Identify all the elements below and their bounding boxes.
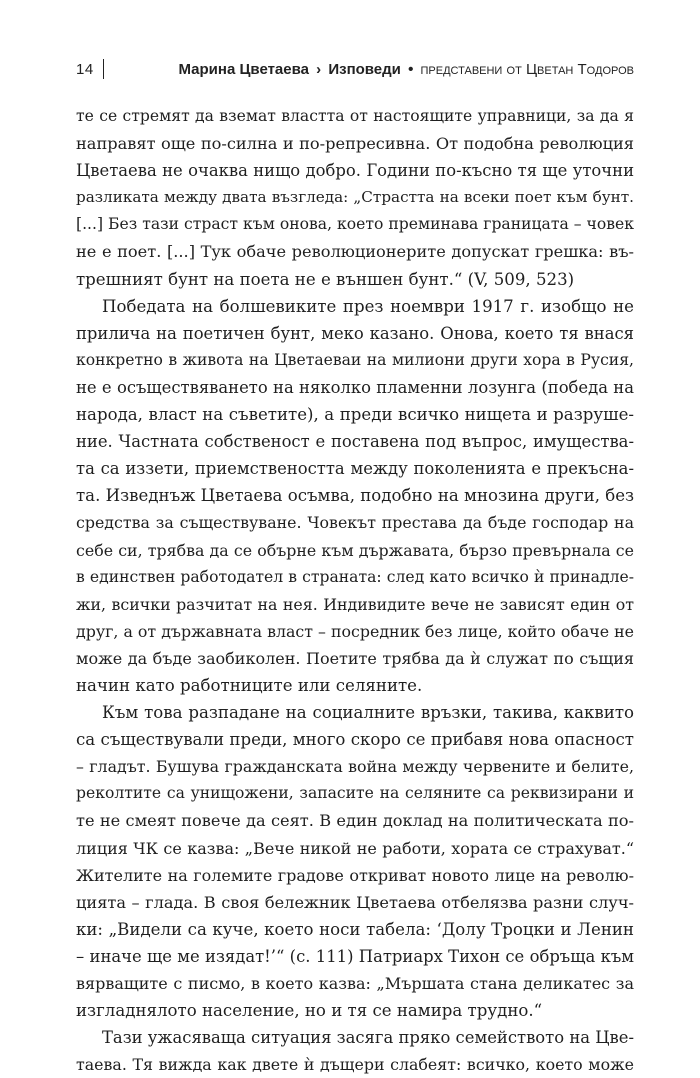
text-line: те не смеят повече да сеят. В един доклад на политическата по- bbox=[76, 811, 634, 831]
text-line: себе си, трябва да се обърне към държавата, бързо превърнала се bbox=[76, 540, 634, 560]
header-credit: представени от Цветан Тодоров bbox=[420, 60, 634, 78]
header-author: Марина Цветаева bbox=[178, 60, 309, 78]
text-line: не е поет. [...] Тук обаче революционерите допускат грешка: въ- bbox=[76, 242, 634, 262]
text-line: те се стремят да вземат властта от настоящите управници, за да я bbox=[76, 107, 634, 125]
header-arrow-separator: › bbox=[316, 60, 322, 78]
text-line: Тази ужасяваща ситуация засяга пряко семейството на Цве- bbox=[102, 1028, 634, 1048]
text-line: ки: „Видели са куче, което носи табела: ‘Долу Троцки и Ленин bbox=[76, 919, 634, 939]
page-number: 14 bbox=[76, 60, 94, 78]
text-line: та са иззети, приемствеността между поколенията е прекъсна- bbox=[76, 459, 634, 479]
text-line: прилича на поетичен бунт, меко казано. Онова, което тя внася bbox=[76, 323, 634, 343]
text-line: в единствен работодател в страната: след като всичко ѝ принадле- bbox=[76, 567, 634, 586]
header-bullet-separator: • bbox=[408, 60, 414, 78]
text-line: таева. Тя вижда как двете ѝ дъщери слабеят: всичко, което може bbox=[76, 1055, 634, 1075]
text-line: Цветаева не очаква нищо добро. Години по-късно тя ще уточни bbox=[76, 161, 634, 181]
page-number-block bbox=[76, 59, 104, 79]
text-line: Победата на болшевиките през ноември 1917 г. изобщо не bbox=[102, 296, 634, 316]
text-line: Жителите на големите градове откриват новото лице на револю- bbox=[76, 865, 634, 885]
text-line: направят още по-силна и по-репресивна. От подобна революция bbox=[76, 134, 634, 154]
text-line: друг, а от държавната власт – посредник без лице, който обаче не bbox=[76, 621, 634, 641]
text-line: може да бъде заобиколен. Поетите трябва да ѝ служат по същия bbox=[76, 648, 634, 668]
text-line: [...] Без тази страст към онова, което преминава границата – човек bbox=[76, 215, 634, 234]
running-header bbox=[76, 56, 634, 82]
text-line: реколтите са унищожени, запасите на селяните са реквизирани и bbox=[76, 784, 634, 803]
text-line: жи, всички разчитат на нея. Индивидите вече не зависят един от bbox=[76, 594, 634, 614]
text-line: са съществували преди, много скоро се прибавя нова опасност bbox=[76, 730, 634, 750]
text-line: – иначе ще ме изядат!’“ (с. 111) Патриарх Тихон се обръща към bbox=[76, 946, 634, 966]
text-line: народа, власт на съветите), а преди всичко нищета и разруше- bbox=[76, 405, 634, 425]
text-line: ние. Частната собственост е поставена под въпрос, имуществa- bbox=[76, 432, 634, 452]
body-text bbox=[76, 103, 634, 1078]
text-line: Към това разпадане на социалните връзки, такива, каквито bbox=[102, 703, 634, 723]
text-line: начин като работниците или селяните. bbox=[76, 675, 423, 695]
page-number-divider bbox=[103, 59, 104, 79]
text-line: конкретно в живота на Цветаеваи на милиони други хора в Русия, bbox=[76, 350, 634, 369]
text-line: лиция ЧК се казва: „Вече никой не работи, хората се страхуват.“ bbox=[76, 838, 634, 858]
text-line: изгладнялото население, но и тя се намира трудно.“ bbox=[76, 1001, 543, 1021]
running-title bbox=[178, 61, 634, 78]
text-line: трешният бунт на поета не е външен бунт.“ (V, 509, 523) bbox=[76, 269, 575, 289]
text-line: та. Изведнъж Цветаева осъмва, подобно на мнозина други, без bbox=[76, 486, 634, 506]
text-line: не е осъществяването на няколко пламенни лозунга (победа на bbox=[76, 377, 634, 397]
text-line: разликата между двата възгледа: „Страстта на всеки поет към бунт. bbox=[76, 188, 634, 207]
text-line: средства за съществуване. Човекът престава да бъде господар на bbox=[76, 513, 634, 533]
text-line: вярващите с писмо, в което казва: „Мършата стана деликатес за bbox=[76, 974, 634, 993]
text-line: – гладът. Бушува гражданската война между червените и белите, bbox=[76, 757, 634, 777]
text-line: цията – глада. В своя бележник Цветаева отбелязва разни случ- bbox=[76, 892, 634, 912]
header-book-title: Изповеди bbox=[328, 60, 401, 78]
